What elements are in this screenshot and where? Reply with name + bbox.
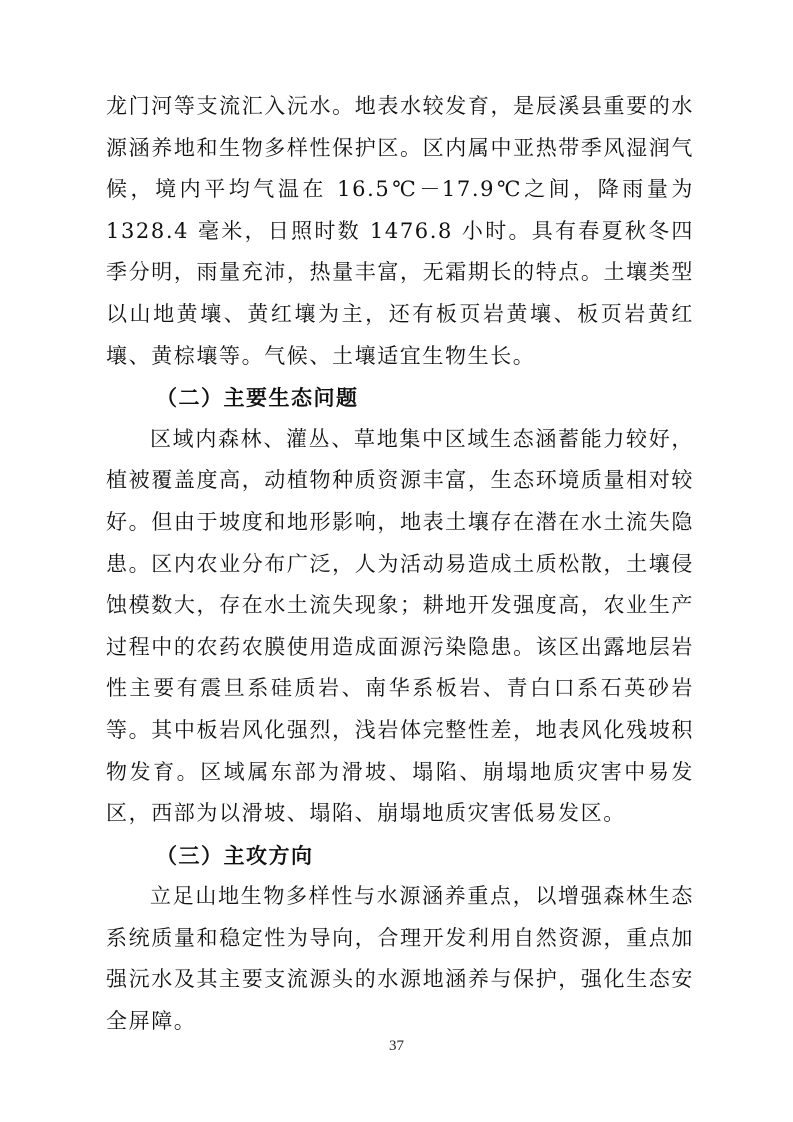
paragraph-climate-soil: 龙门河等支流汇入沅水。地表水较发育，是辰溪县重要的水源涵养地和生物多样性保护区。区内属中亚热带季风湿润气候，境内平均气温在 16.5℃－17.9℃之间，降雨量为 1328.4 毫米，日照时数 1476.8 小时。具有春夏秋冬四季分明，雨量充沛，热量丰富，无霜期长的特点。土壤类型以山地黄壤、黄红壤为主，还有板页岩黄壤、板页岩黄红壤、黄棕壤等。气候、土壤适宜生物生长。 — [106, 94, 694, 368]
paragraph-main-direction: 立足山地生物多样性与水源涵养重点，以增强森林生态系统质量和稳定性为导向，合理开发利用自然资源，重点加强沅水及其主要支流源头的水源地涵养与保护，强化生态安全屏障。 — [106, 884, 694, 1034]
section-heading-ecological-problems: （二）主要生态问题 — [156, 385, 359, 411]
section-heading-main-direction: （三）主攻方向 — [156, 842, 314, 868]
paragraph-ecological-problems: 区域内森林、灌丛、草地集中区域生态涵蓄能力较好，植被覆盖度高，动植物种质资源丰富，生态环境质量相对较好。但由于坡度和地形影响，地表土壤存在潜在水土流失隐患。区内农业分布广泛，人为活动易造成土质松散，土壤侵蚀模数大，存在水土流失现象；耕地开发强度高，农业生产过程中的农药农膜使用造成面源污染隐患。该区出露地层岩性主要有震旦系硅质岩、南华系板岩、青白口系石英砂岩等。其中板岩风化强烈，浅岩体完整性差，地表风化残坡积物发育。区域属东部为滑坡、塌陷、崩塌地质灾害中易发区，西部为以滑坡、塌陷、崩塌地质灾害低易发区。 — [106, 426, 694, 826]
page-number: 37 — [389, 1038, 404, 1054]
document-body — [106, 86, 694, 1043]
